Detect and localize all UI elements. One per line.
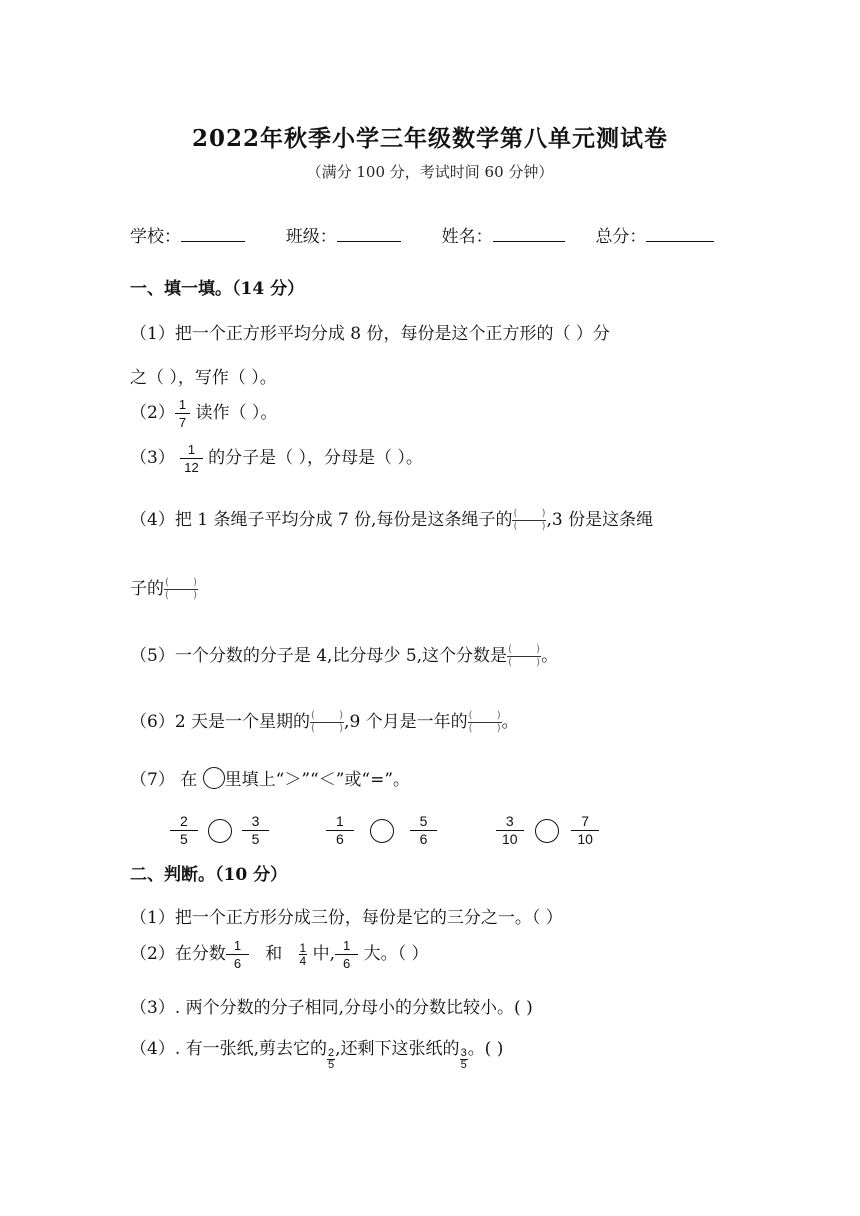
q2-prefix: （2） bbox=[130, 403, 175, 423]
q3-prefix: （3） bbox=[130, 448, 175, 468]
q2-suffix: 读作（ ）。 bbox=[195, 403, 278, 423]
q5-blank[interactable]: ( ) ( ) bbox=[508, 644, 541, 668]
q6-blank-1[interactable]: ( ) ( ) bbox=[311, 710, 344, 734]
compare-1-right: $\frac{3}{5}$ bbox=[242, 814, 270, 847]
q6-text-a: （6）2 天是一个星期的 bbox=[130, 712, 311, 732]
q7 bbox=[130, 765, 410, 790]
judge-4 bbox=[130, 1034, 503, 1071]
q1-line2: 之（ ），写作（ ）。 bbox=[130, 368, 277, 388]
compare-2-circle[interactable] bbox=[370, 819, 394, 843]
page-subtitle: （满分 100 分，考试时间 60 分钟） bbox=[306, 163, 554, 181]
judge-2-frac-3: $\frac{1}{6}$ bbox=[335, 938, 358, 971]
class-label: 班级： bbox=[285, 227, 337, 247]
compare-3-right: $\frac{7}{10}$ bbox=[571, 814, 599, 847]
q4-text-c: 子的 bbox=[130, 579, 164, 599]
q4-text-a: （4）把 1 条绳子平均分成 7 份,每份是这条绳子的 bbox=[130, 510, 513, 530]
judge-3: （3）. 两个分数的分子相同,分母小的分数比较小。( ) bbox=[130, 998, 533, 1018]
compare-item-1 bbox=[170, 814, 269, 847]
judge-2-text-d: 大。（ ） bbox=[363, 944, 429, 964]
q6-text-c: 。 bbox=[501, 712, 519, 732]
school-label: 学校： bbox=[130, 227, 181, 247]
compare-3-left: $\frac{3}{10}$ bbox=[496, 814, 524, 847]
q4-text-b: ,3 份是这条绳 bbox=[546, 510, 654, 530]
judge-4-frac-2: $\frac{3}{5}$ bbox=[460, 1047, 467, 1071]
q1-line1: （1）把一个正方形平均分成 8 份，每份是这个正方形的（ ）分 bbox=[130, 324, 610, 344]
judge-2-text-a: （2）在分数 bbox=[130, 944, 226, 964]
compare-2-left: $\frac{1}{6}$ bbox=[326, 814, 354, 847]
q6-text-b: ,9 个月是一年的 bbox=[344, 712, 468, 732]
q2 bbox=[130, 397, 277, 430]
name-label: 姓名： bbox=[441, 227, 493, 247]
judge-2-text-c: 中, bbox=[312, 944, 335, 964]
compare-2-right: $\frac{5}{6}$ bbox=[410, 814, 438, 847]
name-field[interactable] bbox=[493, 225, 565, 242]
judge-2-text-b: 和 bbox=[265, 944, 283, 964]
q7-text-b: 里填上“＞”“＜”或“=”。 bbox=[224, 770, 411, 790]
compare-1-left: $\frac{2}{5}$ bbox=[170, 814, 198, 847]
q3-fraction: $\frac{1}{12}$ bbox=[180, 442, 202, 475]
judge-4-text-c: 。( ) bbox=[467, 1039, 504, 1059]
q2-fraction: $\frac{1}{7}$ bbox=[175, 397, 190, 430]
info-row bbox=[130, 222, 714, 247]
q7-circle-icon bbox=[203, 767, 225, 789]
judge-2 bbox=[130, 938, 429, 971]
total-label: 总分： bbox=[595, 227, 647, 247]
q5-text-a: （5）一个分数的分子是 4,比分母少 5,这个分数是 bbox=[130, 646, 508, 666]
section2-title: 二、判断。（10 分） bbox=[130, 865, 288, 885]
q5-text-b: 。 bbox=[541, 646, 559, 666]
total-field[interactable] bbox=[646, 225, 714, 242]
class-field[interactable] bbox=[337, 225, 401, 242]
q3-suffix: 的分子是（ ），分母是（ ）。 bbox=[208, 448, 423, 468]
judge-1: （1）把一个正方形分成三份，每份是它的三分之一。（ ） bbox=[130, 908, 563, 928]
q5 bbox=[130, 641, 558, 668]
compare-3-circle[interactable] bbox=[535, 819, 559, 843]
q6-blank-2[interactable]: ( ) ( ) bbox=[468, 710, 501, 734]
q6 bbox=[130, 707, 519, 734]
judge-4-text-a: （4）. 有一张纸,剪去它的 bbox=[130, 1039, 328, 1059]
section1-title: 一、填一填。（14 分） bbox=[130, 279, 305, 299]
judge-2-frac-1: $\frac{1}{6}$ bbox=[226, 938, 249, 971]
page-title: 2022年秋季小学三年级数学第八单元测试卷 bbox=[191, 125, 668, 152]
compare-1-circle[interactable] bbox=[208, 819, 232, 843]
q4-blank-1[interactable]: ( ) ( ) bbox=[513, 508, 546, 532]
school-field[interactable] bbox=[181, 225, 245, 242]
q4-blank-2[interactable]: ( ) ( ) bbox=[165, 577, 197, 601]
q4-line2 bbox=[130, 574, 198, 601]
judge-4-text-b: ,还剩下这张纸的 bbox=[335, 1039, 460, 1059]
judge-2-frac-2: $\frac{1}{4}$ bbox=[299, 941, 307, 968]
q3 bbox=[130, 442, 423, 475]
judge-4-frac-1: $\frac{2}{5}$ bbox=[328, 1047, 335, 1071]
q4-line1 bbox=[130, 505, 653, 532]
compare-item-3 bbox=[496, 814, 599, 847]
compare-item-2 bbox=[326, 814, 437, 847]
q7-text-a: （7） 在 bbox=[130, 770, 198, 790]
